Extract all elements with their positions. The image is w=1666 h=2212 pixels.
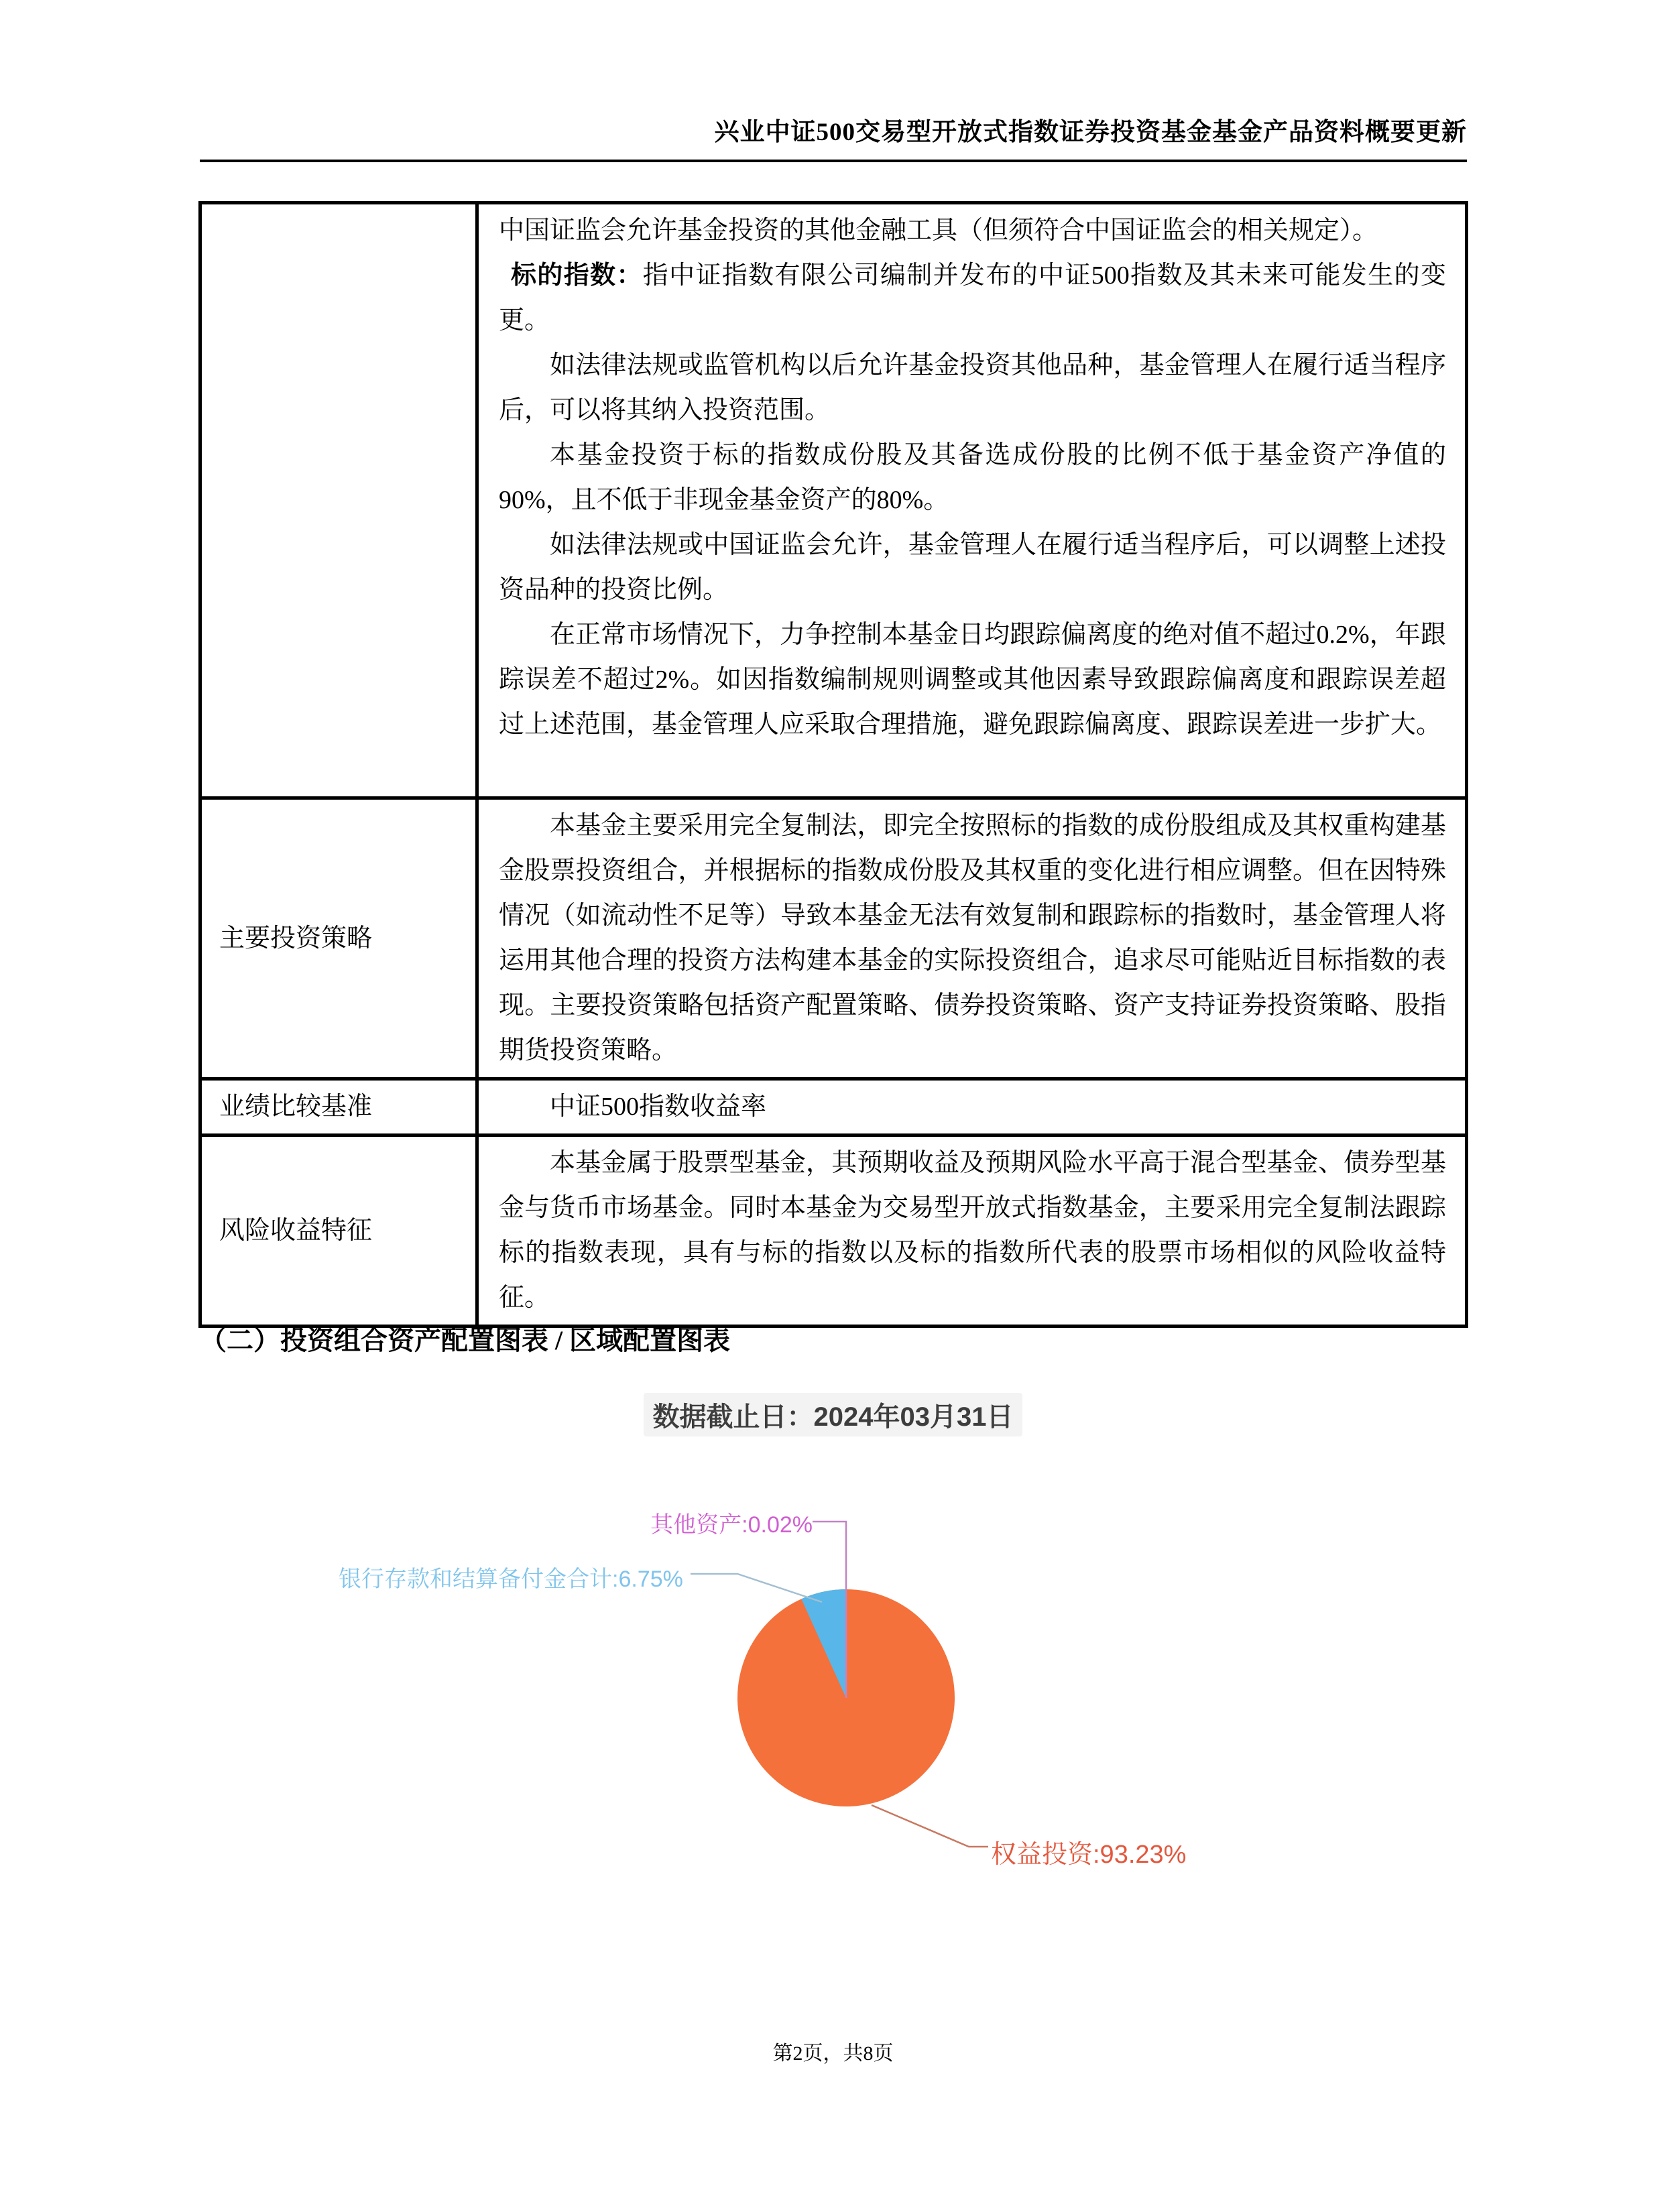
table-row [200,1079,1467,1135]
row-label-strategy: 主要投资策略 [200,798,477,1079]
paragraph: 本基金主要采用完全复制法，即完全按照标的指数的成份股组成及其权重构建基金股票投资组合，并根据标的指数成份股及其权重的变化进行相应调整。但在因特殊情况（如流动性不足等）导致本基金无法有效复制和跟踪标的指数时，基金管理人将运用其他合理的投资方法构建本基金的实际投资组合，追求尽可能贴近目标指数的表现。主要投资策略包括资产配置策略、债券投资策略、资产支持证券投资策略、股指期货投资策略。 [499,812,1446,1064]
paragraph: 在正常市场情况下，力争控制本基金日均跟踪偏离度的绝对值不超过0.2%，年跟踪误差不超过2%。如因指数编制规则调整或其他因素导致跟踪偏离度和跟踪误差超过上述范围，基金管理人应采取合理措施，避免跟踪偏离度、跟踪误差进一步扩大。 [499,621,1446,739]
paragraph-text: 指中证指数有限公司编制并发布的中证500指数及其未来可能发生的变更。 [499,261,1446,334]
row-label-empty [200,203,477,798]
chart-date-row [0,1393,1666,1436]
page-header-title: 兴业中证500交易型开放式指数证券投资基金基金产品资料概要更新 [714,119,1467,146]
fund-info-table [198,201,1468,1328]
page-number-footer: 第2页，共8页 [772,2042,894,2065]
row-label-benchmark: 业绩比较基准 [200,1079,477,1135]
table-row [200,1135,1467,1327]
paragraph: 本基金投资于标的指数成份股及其备选成份股的比例不低于基金资产净值的90%，且不低于非现金基金资产的80%。 [499,441,1446,514]
row-label-risk: 风险收益特征 [200,1135,477,1327]
benchmark-cell [477,1079,1467,1135]
paragraph [499,253,1446,343]
paragraph: 本基金属于股票型基金，其预期收益及预期风险水平高于混合型基金、债券型基金与货币市场基金。同时本基金为交易型开放式指数基金，主要采用完全复制法跟踪标的指数表现，具有与标的指数以及标的指数所代表的股票市场相似的风险收益特征。 [499,1149,1446,1312]
table-row [200,203,1467,798]
leader-line-other [813,1522,846,1589]
chart-date-label: 数据截止日：2024年03月31日 [644,1393,1023,1436]
paragraph: 如法律法规或中国证监会允许，基金管理人在履行适当程序后，可以调整上述投资品种的投资比例。 [499,531,1446,604]
header-divider-line [200,160,1467,162]
pie-label-bank-deposits: 银行存款和结算备付金合计:6.75% [339,1566,683,1592]
leader-line-equity [872,1805,988,1847]
paragraph: 如法律法规或监管机构以后允许基金投资其他品种，基金管理人在履行适当程序后，可以将其纳入投资范围。 [499,351,1446,424]
strategy-cell [477,798,1467,1079]
section-heading: （二）投资组合资产配置图表 / 区域配置图表 [200,1325,731,1355]
paragraph: 中证500指数收益率 [550,1093,767,1121]
paragraph: 中国证监会允许基金投资的其他金融工具（但须符合中国证监会的相关规定）。 [499,217,1378,245]
table-row [200,798,1467,1079]
pie-label-other-assets: 其他资产:0.02% [650,1512,813,1538]
pie-label-equity-investment: 权益投资:93.23% [991,1841,1187,1869]
leader-line-bank [691,1574,822,1602]
paragraph-lead: 标的指数： [511,261,643,290]
investment-scope-cell [477,203,1467,798]
risk-cell [477,1135,1467,1327]
